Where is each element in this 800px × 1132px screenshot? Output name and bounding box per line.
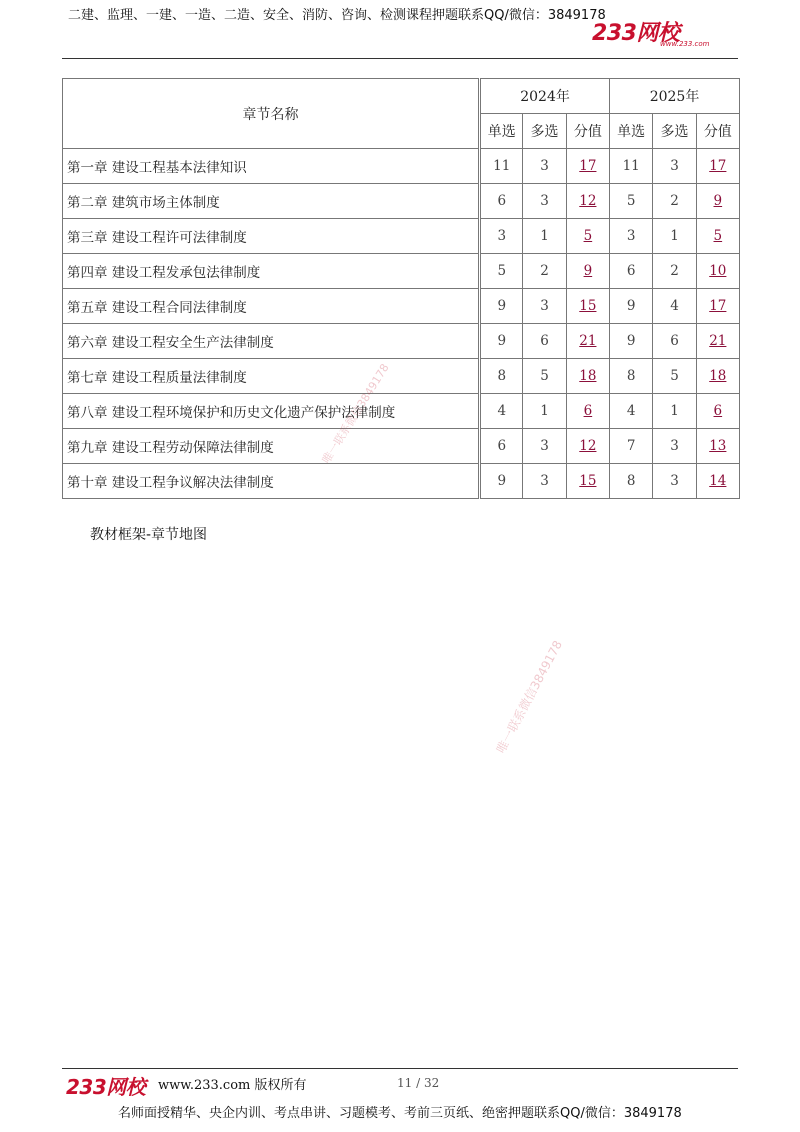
single-choice-count-2025-cell: 6	[610, 254, 653, 289]
header-text: 二建、监理、一建、一造、二造、安全、消防、咨询、检测课程押题联系QQ/微信：3849178	[68, 8, 606, 23]
multiple-choice-count-2025-cell: 6	[653, 324, 696, 359]
multiple-choice-count-2024-cell: 3	[523, 289, 566, 324]
chapter-name-cell: 第九章 建设工程劳动保障法律制度	[63, 429, 480, 464]
score-2025-cell[interactable]: 9	[696, 184, 739, 219]
table-row	[63, 184, 740, 219]
single-choice-count-2024-cell: 3	[480, 219, 523, 254]
footer-divider	[62, 1068, 738, 1069]
single-choice-count-2024-cell: 9	[480, 464, 523, 499]
chapter-name-cell: 第六章 建设工程安全生产法律制度	[63, 324, 480, 359]
multiple-choice-count-2025-cell: 1	[653, 394, 696, 429]
column-header-multiple-choice: 多选	[653, 114, 696, 149]
multiple-choice-count-2025-cell: 2	[653, 254, 696, 289]
multiple-choice-count-2025-cell: 3	[653, 464, 696, 499]
single-choice-count-2025-cell: 5	[610, 184, 653, 219]
single-choice-count-2025-cell: 9	[610, 324, 653, 359]
brand-logo-url: www.233.com	[660, 40, 710, 48]
single-choice-count-2024-cell: 4	[480, 394, 523, 429]
score-2025-cell[interactable]: 14	[696, 464, 739, 499]
score-2025-cell[interactable]: 17	[696, 149, 739, 184]
section-title: 教材框架-章节地图	[90, 527, 208, 543]
single-choice-count-2024-cell: 9	[480, 324, 523, 359]
column-header-single-choice: 单选	[610, 114, 653, 149]
single-choice-count-2024-cell: 5	[480, 254, 523, 289]
multiple-choice-count-2024-cell: 3	[523, 464, 566, 499]
multiple-choice-count-2025-cell: 1	[653, 219, 696, 254]
single-choice-count-2025-cell: 7	[610, 429, 653, 464]
chapter-name-cell: 第三章 建设工程许可法律制度	[63, 219, 480, 254]
table-row	[63, 429, 740, 464]
multiple-choice-count-2024-cell: 3	[523, 184, 566, 219]
chapter-name-cell: 第五章 建设工程合同法律制度	[63, 289, 480, 324]
score-2025-cell[interactable]: 18	[696, 359, 739, 394]
multiple-choice-count-2024-cell: 6	[523, 324, 566, 359]
score-2024-cell[interactable]: 9	[566, 254, 609, 289]
score-2024-cell[interactable]: 15	[566, 464, 609, 499]
chapter-name-cell: 第八章 建设工程环境保护和历史文化遗产保护法律制度	[63, 394, 480, 429]
watermark: 唯一联系微信3849178	[319, 361, 392, 466]
multiple-choice-count-2024-cell: 1	[523, 394, 566, 429]
table-row	[63, 464, 740, 499]
footer-brand-logo[interactable]: 233网校	[66, 1075, 146, 1099]
table-row	[63, 149, 740, 184]
single-choice-count-2024-cell: 11	[480, 149, 523, 184]
footer-text: 名师面授精华、央企内训、考点串讲、习题模考、考前三页纸、绝密押题联系QQ/微信：3849178	[118, 1106, 682, 1121]
multiple-choice-count-2024-cell: 3	[523, 149, 566, 184]
score-2025-cell[interactable]: 13	[696, 429, 739, 464]
score-2024-cell[interactable]: 15	[566, 289, 609, 324]
score-2025-cell[interactable]: 17	[696, 289, 739, 324]
single-choice-count-2025-cell: 9	[610, 289, 653, 324]
single-choice-count-2025-cell: 4	[610, 394, 653, 429]
table-row	[63, 324, 740, 359]
score-2024-cell[interactable]: 5	[566, 219, 609, 254]
column-header-score: 分值	[566, 114, 609, 149]
multiple-choice-count-2025-cell: 2	[653, 184, 696, 219]
brand-logo[interactable]: 233网校	[592, 21, 680, 46]
score-2024-cell[interactable]: 6	[566, 394, 609, 429]
column-header-score: 分值	[696, 114, 739, 149]
multiple-choice-count-2024-cell: 3	[523, 429, 566, 464]
chapter-name-cell: 第二章 建筑市场主体制度	[63, 184, 480, 219]
multiple-choice-count-2024-cell: 1	[523, 219, 566, 254]
single-choice-count-2024-cell: 6	[480, 429, 523, 464]
table-row	[63, 394, 740, 429]
chapter-name-cell: 第一章 建设工程基本法律知识	[63, 149, 480, 184]
score-2025-cell[interactable]: 10	[696, 254, 739, 289]
page-number: 11 / 32	[397, 1076, 440, 1090]
score-2024-cell[interactable]: 17	[566, 149, 609, 184]
column-header-year-2025: 2025年	[610, 79, 740, 114]
chapter-name-cell: 第四章 建设工程发承包法律制度	[63, 254, 480, 289]
multiple-choice-count-2025-cell: 4	[653, 289, 696, 324]
watermark: 唯一联系微信3849178	[493, 638, 566, 756]
single-choice-count-2024-cell: 9	[480, 289, 523, 324]
multiple-choice-count-2025-cell: 3	[653, 429, 696, 464]
score-2025-cell[interactable]: 6	[696, 394, 739, 429]
score-2024-cell[interactable]: 18	[566, 359, 609, 394]
chapter-name-cell: 第十章 建设工程争议解决法律制度	[63, 464, 480, 499]
score-2024-cell[interactable]: 12	[566, 429, 609, 464]
table-row	[63, 219, 740, 254]
single-choice-count-2025-cell: 8	[610, 464, 653, 499]
multiple-choice-count-2024-cell: 5	[523, 359, 566, 394]
single-choice-count-2025-cell: 11	[610, 149, 653, 184]
column-header-multiple-choice: 多选	[523, 114, 566, 149]
multiple-choice-count-2025-cell: 3	[653, 149, 696, 184]
column-header-single-choice: 单选	[480, 114, 523, 149]
table-row	[63, 254, 740, 289]
column-header-chapter-name: 章节名称	[63, 79, 480, 149]
exam-statistics-table	[62, 78, 740, 499]
column-header-year-2024: 2024年	[480, 79, 610, 114]
multiple-choice-count-2025-cell: 5	[653, 359, 696, 394]
single-choice-count-2024-cell: 8	[480, 359, 523, 394]
score-2024-cell[interactable]: 21	[566, 324, 609, 359]
chapter-name-cell: 第七章 建设工程质量法律制度	[63, 359, 480, 394]
single-choice-count-2024-cell: 6	[480, 184, 523, 219]
score-2024-cell[interactable]: 12	[566, 184, 609, 219]
score-2025-cell[interactable]: 21	[696, 324, 739, 359]
multiple-choice-count-2024-cell: 2	[523, 254, 566, 289]
single-choice-count-2025-cell: 3	[610, 219, 653, 254]
score-2025-cell[interactable]: 5	[696, 219, 739, 254]
table-row	[63, 289, 740, 324]
single-choice-count-2025-cell: 8	[610, 359, 653, 394]
table-row	[63, 359, 740, 394]
footer-copyright: www.233.com 版权所有	[158, 1078, 307, 1093]
